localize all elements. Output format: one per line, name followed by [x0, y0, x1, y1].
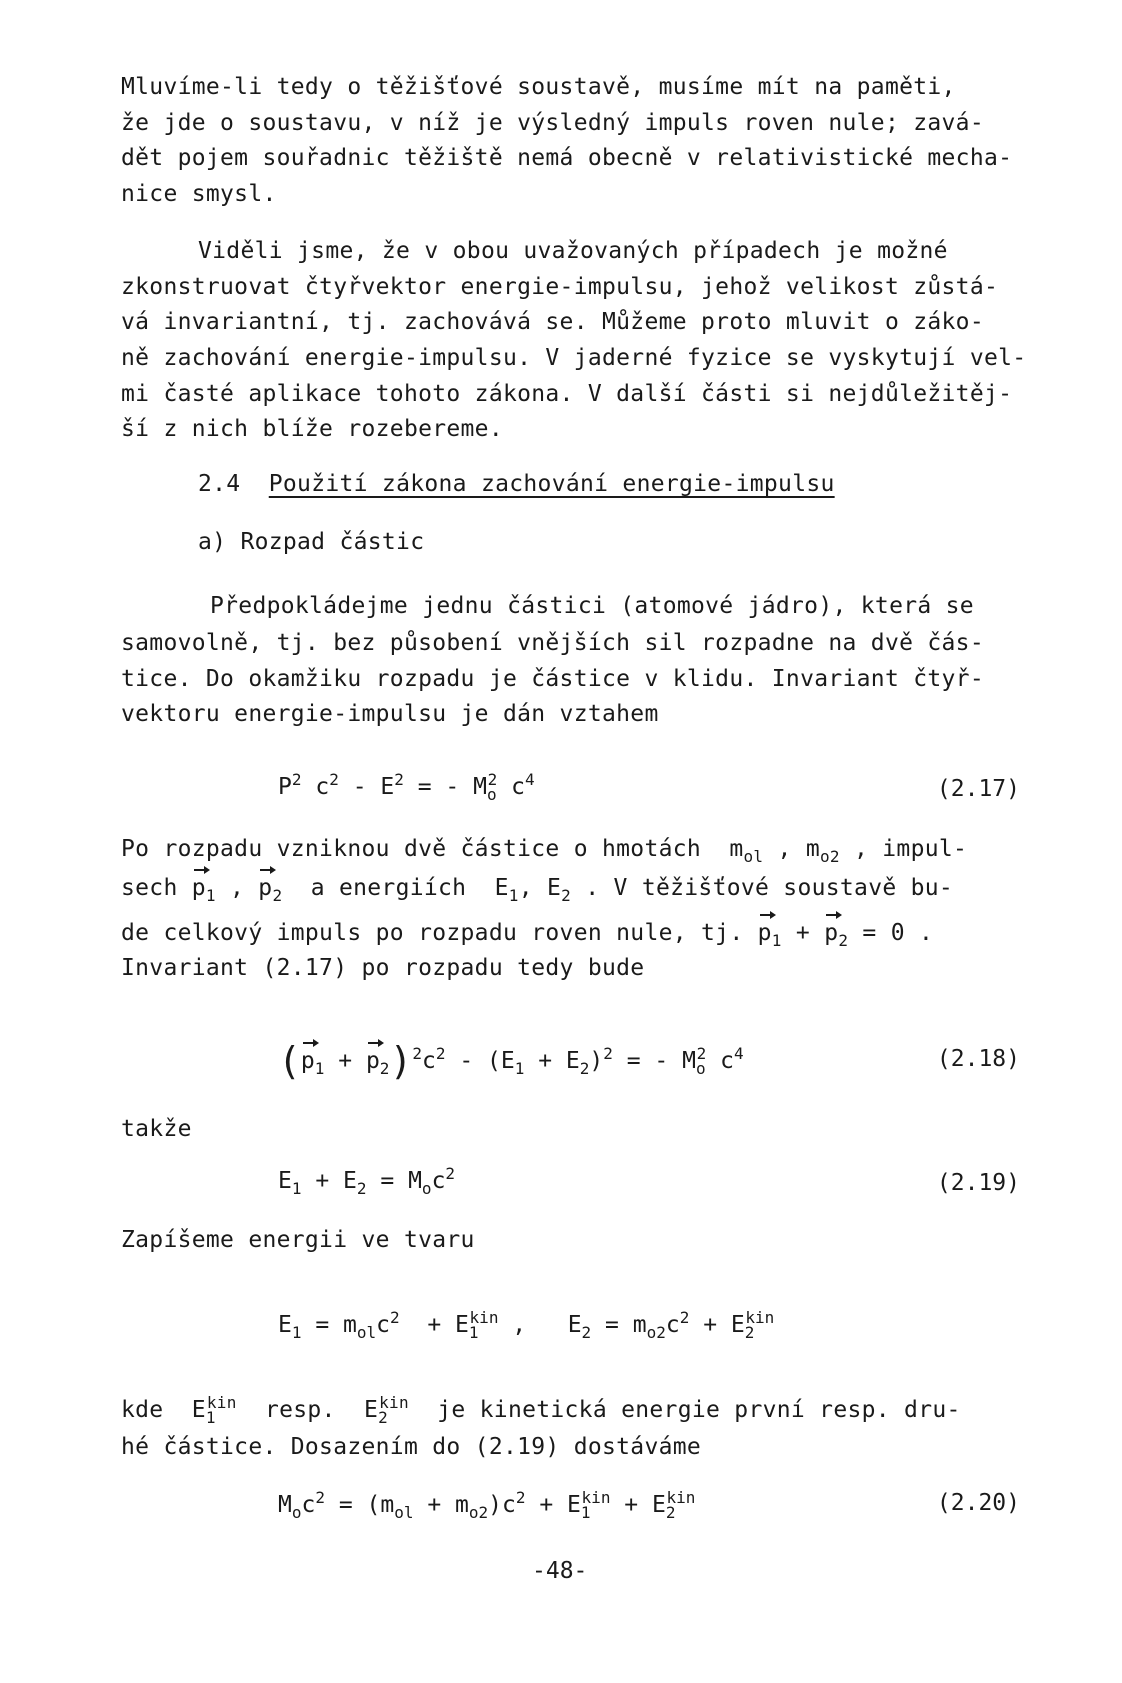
equation-number: (2.18)	[936, 1046, 1020, 1072]
paragraph-line: Mluvíme-li tedy o těžišťové soustavě, musíme mít na paměti,	[121, 74, 956, 100]
paragraph-line: zkonstruovat čtyřvektor energie-impulsu, jehož velikost zůstá-	[121, 274, 999, 300]
vector-p: p	[365, 1048, 380, 1074]
section-heading	[198, 469, 835, 499]
text-run: sech	[121, 875, 178, 901]
paragraph-line: kde $E_1^{kin}$ resp. $E_2^{kin}$ je kinetická energie první resp. dru-	[121, 1393, 961, 1427]
equation: $(p_1 + p_2)^2c^2 - (E_1 + E_2)^2$ = - $M_o^2$ $c^4$	[278, 1039, 744, 1083]
text-run: a energiích	[310, 875, 467, 901]
paragraph-line: de celkový impuls po rozpadu roven nule, tj. $p_1 + p_2 = 0$ .	[121, 920, 934, 950]
paragraph-line: dět pojem souřadnic těžiště nemá obecně v relativistické mecha-	[121, 145, 1013, 171]
section-title: Použití zákona zachování energie-impulsu	[268, 471, 835, 497]
page-number: -48-	[532, 1558, 588, 1584]
paragraph-line: Invariant (2.17) po rozpadu tedy bude	[121, 955, 645, 981]
paragraph-line: tice. Do okamžiku rozpadu je částice v klidu. Invariant čtyř-	[121, 666, 984, 692]
paragraph-line: Předpokládejme jednu částici (atomové jádro), která se	[210, 593, 974, 619]
subsection-heading: a) Rozpad částic	[198, 529, 425, 555]
paragraph-line: hé částice. Dosazením do (2.19) dostáváme	[121, 1434, 702, 1460]
paragraph-line: Viděli jsme, že v obou uvažovaných případech je možné	[198, 238, 948, 264]
paragraph-line: nice smysl.	[121, 181, 277, 207]
paragraph-line: takže	[121, 1116, 192, 1142]
vector-p: p	[757, 920, 772, 946]
text-run: Po rozpadu vzniknou dvě částice o hmotách	[121, 836, 702, 862]
paragraph-line: vá invariantní, tj. zachovává se. Můžeme proto mluvit o záko-	[121, 309, 984, 335]
paragraph-line: vektoru energie-impulsu je dán vztahem	[121, 701, 659, 727]
equation-number: (2.17)	[936, 776, 1020, 802]
paragraph-line: Zapíšeme energii ve tvaru	[121, 1227, 475, 1253]
paragraph-line: mi časté aplikace tohoto zákona. V další části si nejdůležitěj-	[121, 381, 1013, 407]
text-run: de celkový impuls po rozpadu roven nule, tj.	[121, 920, 744, 946]
text-run: . V těžišťové soustavě bu-	[585, 875, 954, 901]
equation: $E_1 = m_{ol}c^2 + E_1^{kin}$ , $E_2 = m_{o2}c^2 + E_2^{kin}$	[278, 1308, 775, 1342]
paragraph-line: sech $p_1$ , $p_2$ a energiích $E_1$, $E_2$ . V těžišťové soustavě bu-	[121, 875, 954, 905]
vector-p: p	[191, 875, 206, 901]
section-number: 2.4	[198, 471, 241, 497]
paragraph-line: ší z nich blíže rozebereme.	[121, 416, 503, 442]
text-run: kde	[121, 1397, 164, 1423]
equation: $E_1 + E_2 = M_oc^2$	[278, 1164, 456, 1198]
equation-number: (2.19)	[936, 1170, 1020, 1196]
equation: $P^2$ $c^2 - E^2$ = - $M_o^2$ $c^4$	[278, 770, 535, 804]
vector-p: p	[300, 1048, 315, 1074]
paragraph-line: že jde o soustavu, v níž je výsledný impuls roven nule; zavá-	[121, 110, 984, 136]
text-run: je kinetická energie první resp. dru-	[437, 1397, 961, 1423]
paragraph-line: ně zachování energie-impulsu. V jaderné fyzice se vyskytují vel-	[121, 345, 1027, 371]
equation: $M_oc^2 = (m_{ol} + m_{o2})c^2 + E_1^{kin} + E_2^{kin}$	[278, 1488, 696, 1522]
paragraph-line: samovolně, tj. bez působení vnějších sil rozpadne na dvě čás-	[121, 630, 984, 656]
text-run: resp.	[264, 1397, 336, 1423]
vector-p: p	[824, 920, 839, 946]
vector-p: p	[258, 875, 273, 901]
equation-number: (2.20)	[936, 1490, 1020, 1516]
paragraph-line: Po rozpadu vzniknou dvě částice o hmotách $m_{ol}$ , $m_{o2}$ , impul-	[121, 836, 968, 866]
